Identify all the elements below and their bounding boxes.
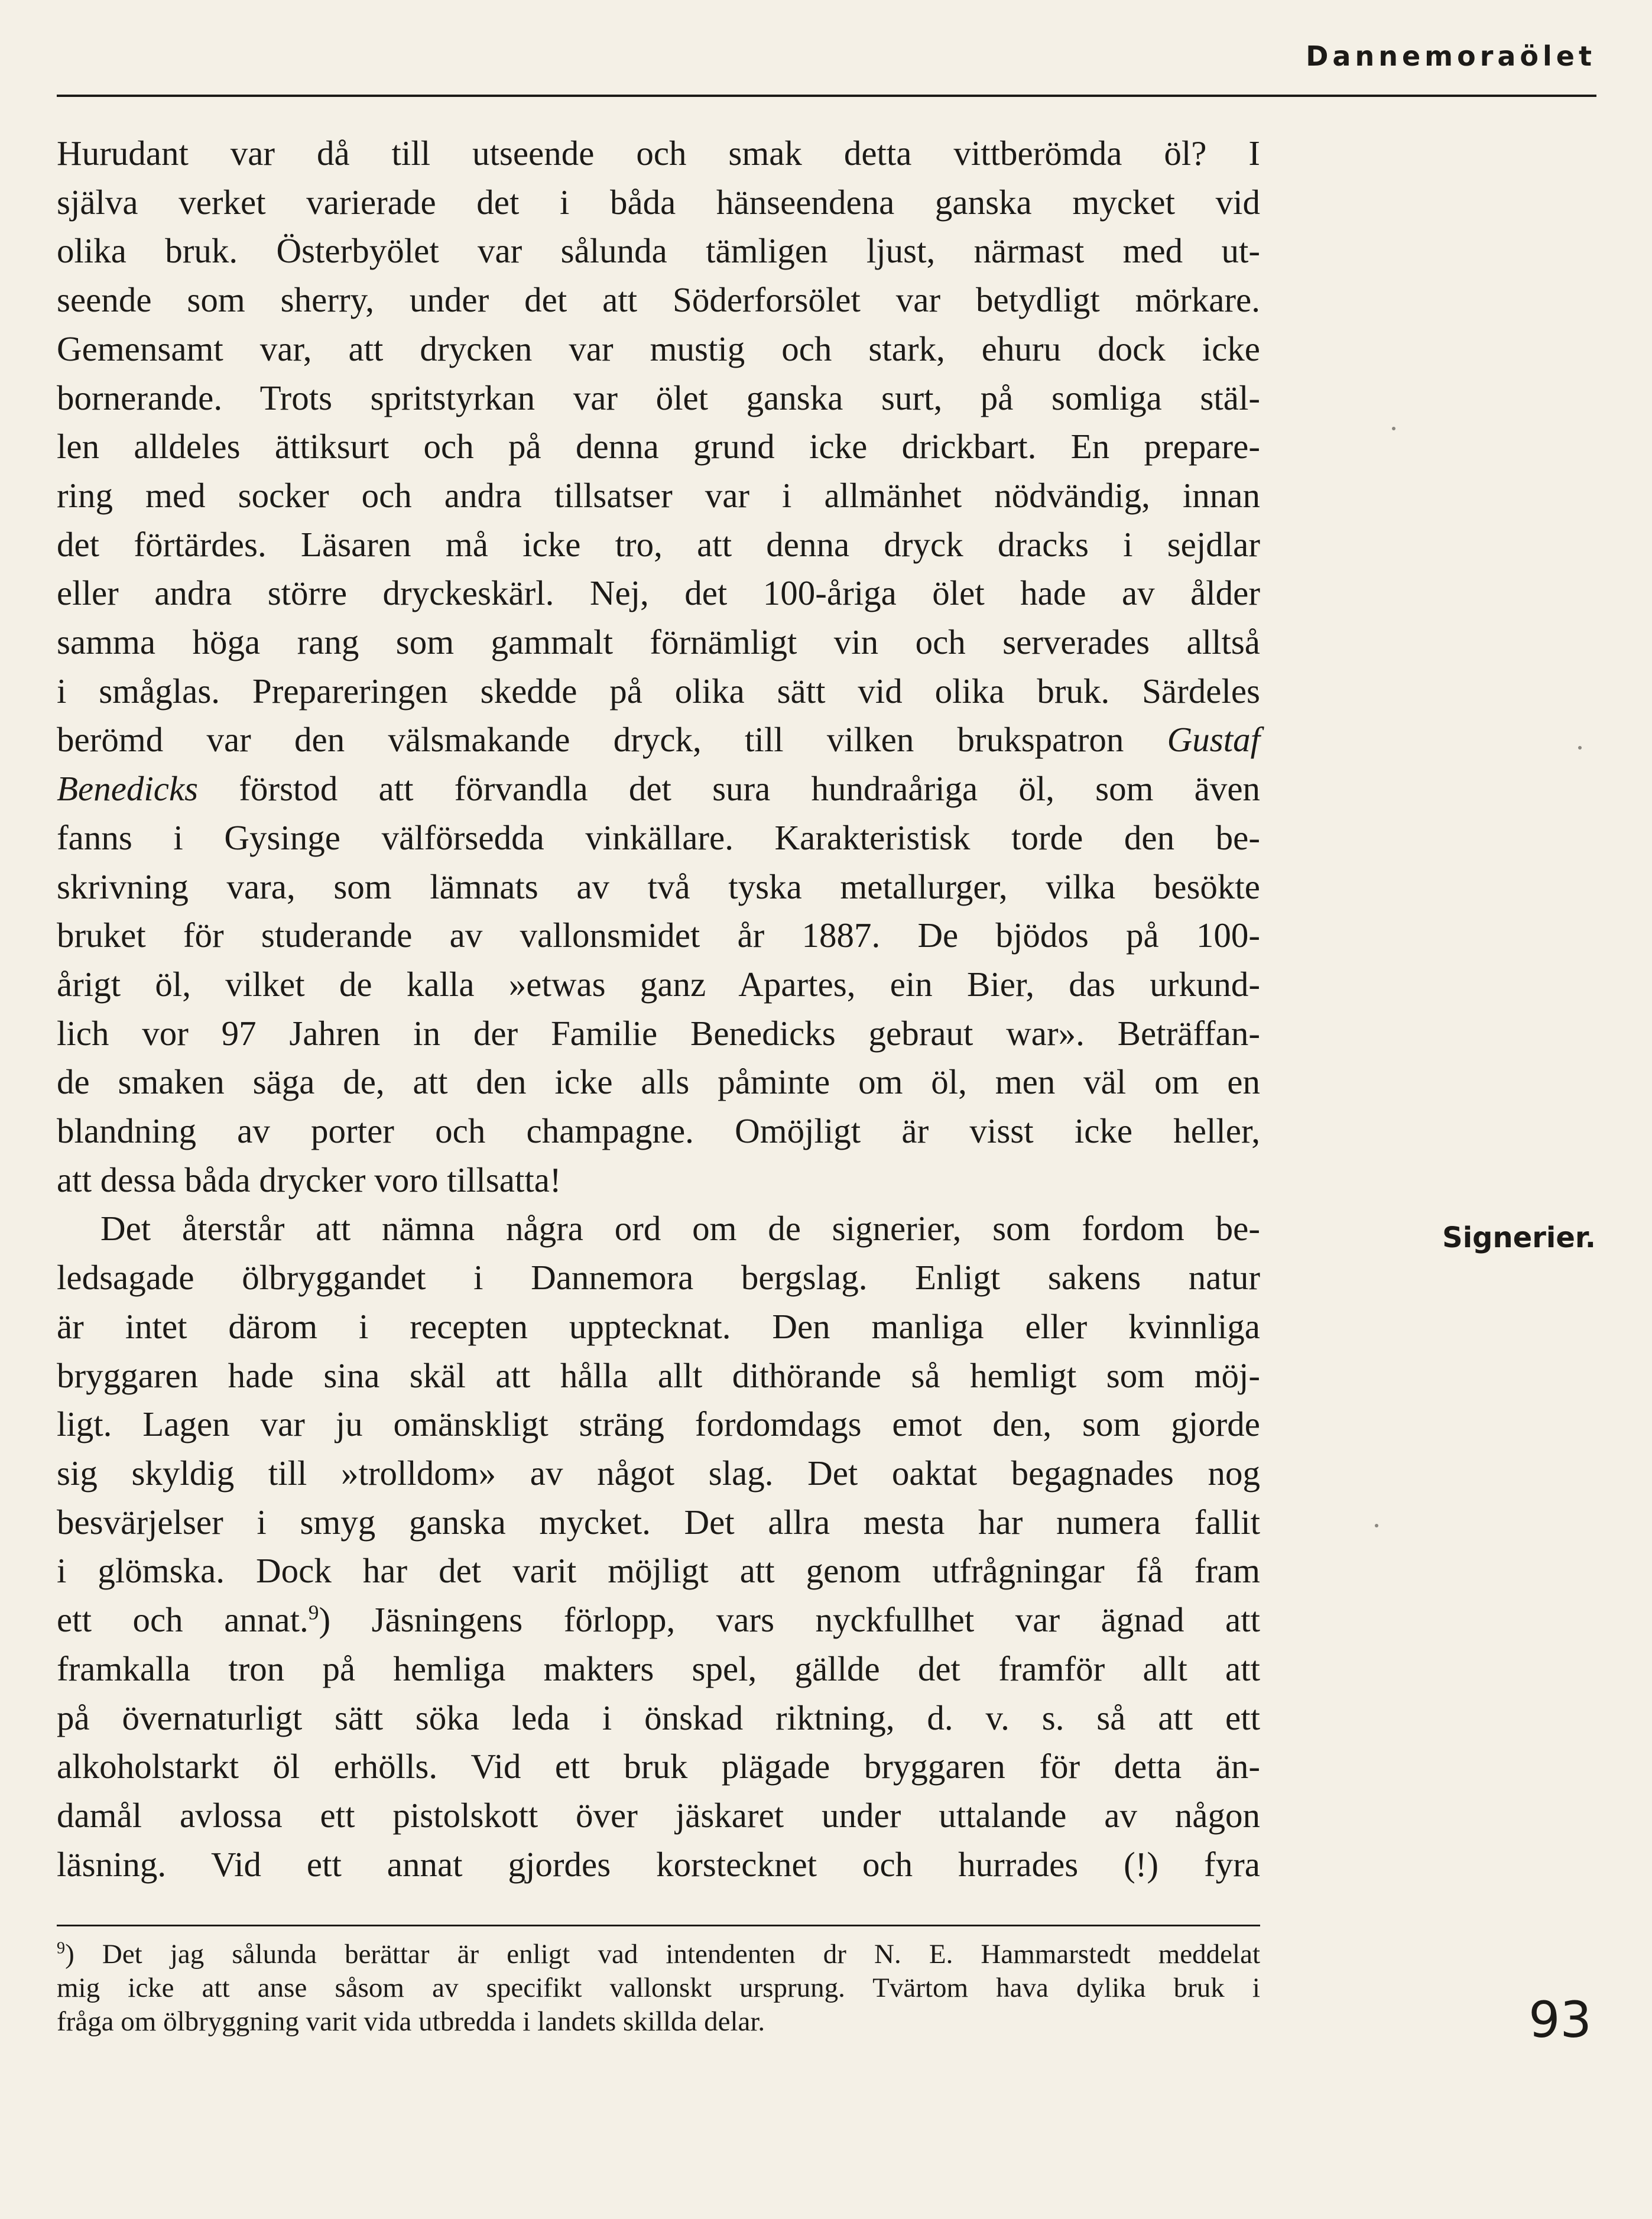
text-line: lich vor 97 Jahren in der Familie Benedicks gebraut war». Beträffan- (57, 1013, 1260, 1053)
footnote-line: mig icke att anse såsom av specifikt vallonskt ursprung. Tvärtom hava dylika bruk i (57, 1973, 1260, 2003)
footnote-line: fråga om ölbryggning varit vida utbredda i landets skillda delar. (57, 2006, 765, 2037)
text-line: damål avlossa ett pistolskott över jäskaret under uttalande av någon (57, 1795, 1260, 1835)
text-line: olika bruk. Österbyölet var sålunda tämligen ljust, närmast med ut- (57, 231, 1260, 271)
text-line: framkalla tron på hemliga makters spel, gällde det framför allt att (57, 1649, 1260, 1688)
margin-note-signerier: Signerier. (1442, 1221, 1596, 1254)
text-line: det förtärdes. Läsaren må icke tro, att denna dryck dracks i sejdlar (57, 524, 1260, 564)
paper-speck (1392, 427, 1395, 430)
footnote-reference[interactable]: 9 (308, 1600, 319, 1624)
text-line: Gemensamt var, att drycken var mustig och stark, ehuru dock icke (57, 329, 1260, 368)
text-segment: förstod att förvandla det sura hundraåriga öl, som även (239, 769, 1261, 809)
text-line: seende som sherry, under det att Söderforsölet var betydligt mörkare. (57, 280, 1260, 320)
text-line: bornerande. Trots spritstyrkan var ölet ganska surt, på somliga stäl- (57, 378, 1260, 417)
text-segment: Det jag sålunda berättar är enligt vad intendenten dr N. E. Hammarstedt meddelat (102, 1939, 1261, 1970)
text-line: är intet därom i recepten upptecknat. Den manliga eller kvinnliga (57, 1306, 1260, 1346)
text-line: själva verket varierade det i båda hänseendena ganska mycket vid (57, 182, 1260, 222)
text-line: Det återstår att nämna några ord om de signerier, som fordom be- (100, 1209, 1260, 1248)
text-line: de smaken säga de, att den icke alls påminte om öl, men väl om en (57, 1062, 1260, 1102)
text-line: ledsagade ölbryggandet i Dannemora bergslag. Enligt sakens natur (57, 1258, 1260, 1297)
text-line: samma höga rang som gammalt förnämligt vin och serverades alltså (57, 622, 1260, 662)
running-title: Dannemoraölet (1306, 40, 1596, 72)
paragraph-1 (57, 129, 1260, 1204)
text-line: besvärjelser i smyg ganska mycket. Det allra mesta har numera fallit (57, 1502, 1260, 1542)
text-segment: ) Jäsningens förlopp, vars nyckfullhet var ägnad att (319, 1600, 1260, 1640)
footnote-line (57, 1938, 1260, 1971)
text-line: att dessa båda drycker voro tillsatta! (57, 1160, 562, 1199)
text-line: skrivning vara, som lämnats av två tyska metallurger, vilka besökte (57, 867, 1260, 906)
text-segment: ett och annat. (57, 1600, 309, 1640)
text-line (57, 1595, 1260, 1644)
text-line: i glömska. Dock har det varit möjligt att genom utfrågningar få fram (57, 1551, 1260, 1591)
page-number: 93 (1528, 1991, 1592, 2049)
footnote (57, 1938, 1260, 2039)
text-line: fanns i Gysinge välförsedda vinkällare. Karakteristisk torde den be- (57, 817, 1260, 857)
text-line: alkoholstarkt öl erhölls. Vid ett bruk plägade bryggaren för detta än- (57, 1747, 1260, 1786)
text-line: på övernaturligt sätt söka leda i önskad riktning, d. v. s. så att ett (57, 1698, 1260, 1737)
footnote-rule (57, 1925, 1260, 1926)
text-line: i småglas. Prepareringen skedde på olika sätt vid olika bruk. Särdeles (57, 671, 1260, 711)
text-segment: berömd var den välsmakande dryck, till vilken brukspatron (57, 720, 1124, 760)
paper-speck (1578, 746, 1582, 750)
footnote-marker: 9 (57, 1939, 66, 1958)
text-line: sig skyldig till »trolldom» av något slag. Det oaktat begagnades nog (57, 1453, 1260, 1493)
text-line: bryggaren hade sina skäl att hålla allt dithörande så hemligt som möj- (57, 1355, 1260, 1395)
text-line: blandning av porter och champagne. Omöjligt är visst icke heller, (57, 1111, 1260, 1151)
paper-speck (1375, 1524, 1378, 1527)
person-name-italic: Gustaf (1167, 720, 1261, 760)
text-line: ligt. Lagen var ju omänskligt sträng fordomdags emot den, som gjorde (57, 1404, 1260, 1444)
text-line: len alldeles ättiksurt och på denna grund icke drickbart. En prepare- (57, 427, 1260, 466)
text-line: Hurudant var då till utseende och smak detta vittberömda öl? I (57, 134, 1260, 173)
text-line (57, 715, 1260, 764)
text-line: eller andra större dryckeskärl. Nej, det 100-åriga ölet hade av ålder (57, 573, 1260, 613)
text-line: årigt öl, vilket de kalla »etwas ganz Apartes, ein Bier, das urkund- (57, 964, 1260, 1004)
text-line: läsning. Vid ett annat gjordes korstecknet och hurrades (!) fyra (57, 1844, 1260, 1884)
footnote-marker-paren: ) (65, 1939, 74, 1970)
text-line (57, 764, 1260, 813)
text-line: bruket för studerande av vallonsmidet år 1887. De bjödos på 100- (57, 916, 1260, 955)
text-line: ring med socker och andra tillsatser var i allmänhet nödvändig, innan (57, 475, 1260, 515)
person-name-italic: Benedicks (57, 769, 199, 809)
paragraph-2 (57, 1204, 1260, 1889)
header-rule (57, 95, 1596, 97)
main-text (57, 129, 1260, 1889)
